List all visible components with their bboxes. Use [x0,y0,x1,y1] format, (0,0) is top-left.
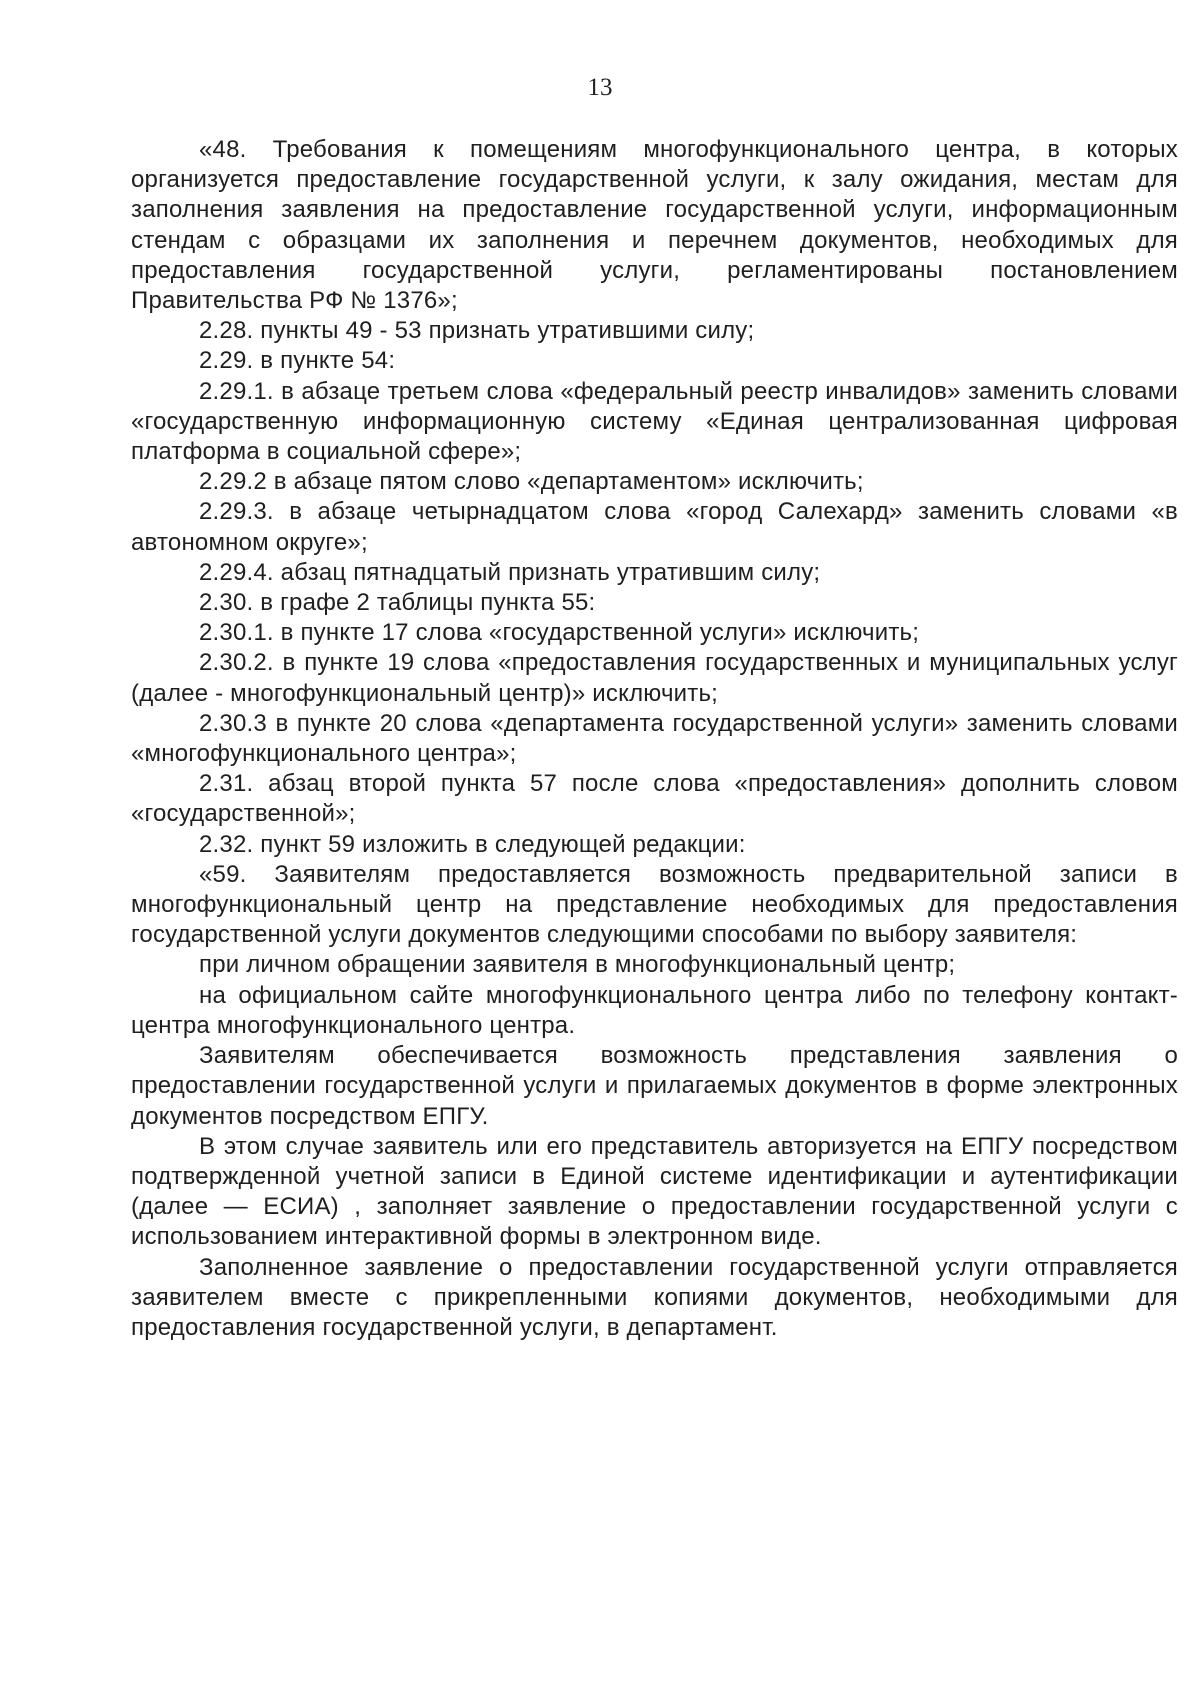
paragraph-59: «59. Заявителям предоставляется возможность предварительной записи в многофункциональный центр на представление необходимых для предоставления государственной услуги документов следующими способами по выбору заявителя: [131,860,1178,949]
paragraph-2-30-1: 2.30.1. в пункте 17 слова «государственной услуги» исключить; [199,619,920,647]
paragraph-2-30-3: 2.30.3 в пункте 20 слова «департамента государственной услуги» заменить словами «многофункционального центра»; [131,709,1178,768]
paragraph-esia-auth: В этом случае заявитель или его представитель авторизуется на ЕПГУ посредством подтвержденной учетной записи в Единой системе идентификации и аутентификации (далее — ЕСИА) , заполняет заявление о предоставлении государственной услуги с использованием интерактивной формы в электронном виде. [131,1132,1178,1251]
paragraph-2-29: 2.29. в пункте 54: [199,347,396,375]
document-body [131,135,1178,1343]
paragraph-2-29-1: 2.29.1. в абзаце третьем слова «федеральный реестр инвалидов» заменить словами «государственную информационную систему «Единая централизованная цифровая платформа в социальной сфере»; [131,377,1178,466]
paragraph-official-site: на официальном сайте многофункционального центра либо по телефону контакт-центра многофункционального центра. [131,981,1178,1039]
paragraph-2-30: 2.30. в графе 2 таблицы пункта 55: [199,589,596,617]
paragraph-electronic-docs: Заявителям обеспечивается возможность представления заявления о предоставлении государственной услуги и прилагаемых документов в форме электронных документов посредством ЕПГУ. [131,1042,1178,1130]
paragraph-2-28: 2.28. пункты 49 - 53 признать утратившими силу; [199,317,755,345]
paragraph-2-29-4: 2.29.4. абзац пятнадцатый признать утратившим силу; [199,558,821,586]
paragraph-personal-visit: при личном обращении заявителя в многофункциональный центр; [199,951,956,979]
paragraph-completed-application: Заполненное заявление о предоставлении государственной услуги отправляется заявителем вместе с прикрепленными копиями документов, необходимыми для предоставления государственной услуги, в департамент. [131,1253,1178,1341]
paragraph-2-29-3: 2.29.3. в абзаце четырнадцатом слова «город Салехард» заменить словами «в автономном округе»; [131,498,1178,556]
page-number: 13 [587,74,613,101]
paragraph-2-32: 2.32. пункт 59 изложить в следующей редакции: [199,830,746,858]
paragraph-2-30-2: 2.30.2. в пункте 19 слова «предоставления государственных и муниципальных услуг (далее - многофункциональный центр)» исключить; [131,649,1178,707]
paragraph-2-31: 2.31. абзац второй пункта 57 после слова «предоставления» дополнить словом «государственной»; [131,770,1178,828]
paragraph-2-29-2: 2.29.2 в абзаце пятом слово «департаментом» исключить; [199,468,864,496]
paragraph-48: «48. Требования к помещениям многофункционального центра, в которых организуется предоставление государственной услуги, к залу ожидания, местам для заполнения заявления на предоставление государственной услуги, информационным стендам с образцами их заполнения и перечнем документов, необходимых для предоставления государственной услуги, регламентированы постановлением Правительства РФ № 1376»; [131,136,1178,315]
